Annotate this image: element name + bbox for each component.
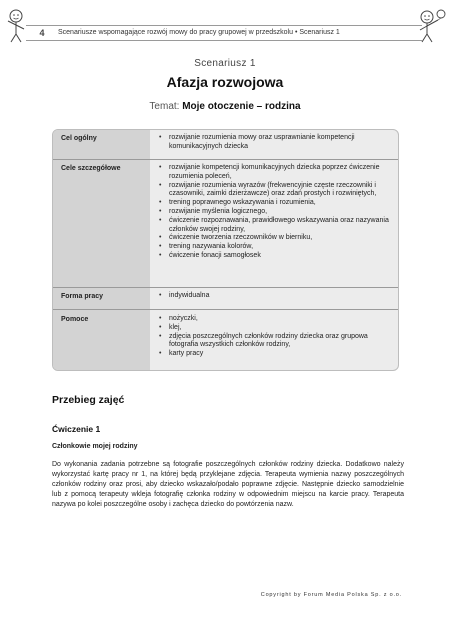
list-item: • trening poprawnego wskazywania i rozumienia,: [159, 199, 391, 208]
row-divider: [53, 309, 398, 310]
exercise-subheading: Członkowie mojej rodziny: [52, 443, 138, 450]
scenario-label: Scenariusz 1: [194, 58, 256, 69]
row-goals-specific: [53, 160, 398, 287]
row-label: Cel ogólny: [61, 135, 97, 142]
list-item: • ćwiczenie tworzenia rzeczowników w bierniku,: [159, 234, 391, 243]
child-with-balloon-icon: [416, 8, 446, 44]
list-item: • indywidualna: [159, 292, 391, 301]
topic-label: Temat:: [149, 101, 180, 112]
list-item: • rozwijanie myślenia logicznego,: [159, 208, 391, 217]
page-title: Afazja rozwojowa: [166, 74, 284, 90]
section-heading: Przebieg zajęć: [52, 394, 125, 406]
row-work-form: [53, 288, 398, 310]
list-item: • rozwijanie rozumienia mowy oraz usprawnianie kompetencji komunikacyjnych dziecka: [159, 134, 391, 152]
copyright-footer: Copyright by Forum Media Polska Sp. z o.o.: [260, 592, 402, 598]
header-title: Scenariusze wspomagające rozwój mowy do pracy grupowej w przedszkolu • Scenariusz 1: [58, 29, 340, 36]
page-header: [26, 25, 422, 41]
row-label: Pomoce: [61, 316, 89, 323]
list-item: • nożyczki,: [159, 315, 391, 324]
list-item: • klej,: [159, 324, 391, 333]
list-item: • rozwijanie kompetencji komunikacyjnych dziecka poprzez ćwiczenie rozumienia poleceń,: [159, 164, 391, 182]
row-label: Forma pracy: [61, 293, 104, 300]
row-materials: [53, 311, 398, 369]
list-item: • rozwijanie rozumienia wyrazów (frekwencyjnie częste rzeczowniki i czasowniki, zaimki dzierżawcze) oraz zdań prostych i rozwiniętych,: [159, 182, 391, 200]
list-item: • trening nazywania kolorów,: [159, 243, 391, 252]
list-item: • ćwiczenie fonacji samogłosek: [159, 252, 391, 261]
exercise-heading: Ćwiczenie 1: [52, 424, 101, 434]
page-number: 4: [39, 28, 45, 38]
topic-line: [0, 101, 450, 112]
topic-value: Moje otoczenie – rodzina: [182, 101, 301, 112]
list-item: • zdjęcia poszczególnych członków rodziny dziecka oraz grupowa fotografia wszystkich członków rodziny,: [159, 333, 391, 351]
exercise-paragraph: Do wykonania zadania potrzebne są fotografie poszczególnych członków rodziny dziecka. Dodatkowo należy wykorzystać kartę pracy nr 1, na której będą przyklejane zdjęcia. Terapeuta wymienia nazwy poszczególnych członków rodziny oraz prosi, aby dziecko wskazało/podało poprawne zdjęcie. Następnie dziecko samodzielnie lub z pomocą terapeuty wkleja fotografię członka rodziny w odpowiednim miejscu na karcie pracy. Terapeuta nazywa po kolei poszczególne osoby i zachęca dziecko do powtórzenia nazw.: [52, 461, 404, 508]
lesson-info-table: [52, 129, 399, 371]
row-label: Cele szczegółowe: [61, 165, 121, 172]
list-item: • ćwiczenie rozpoznawania, prawidłowego wskazywania oraz nazywania członków swojej rodziny,: [159, 217, 391, 235]
list-item: • karty pracy: [159, 350, 391, 359]
